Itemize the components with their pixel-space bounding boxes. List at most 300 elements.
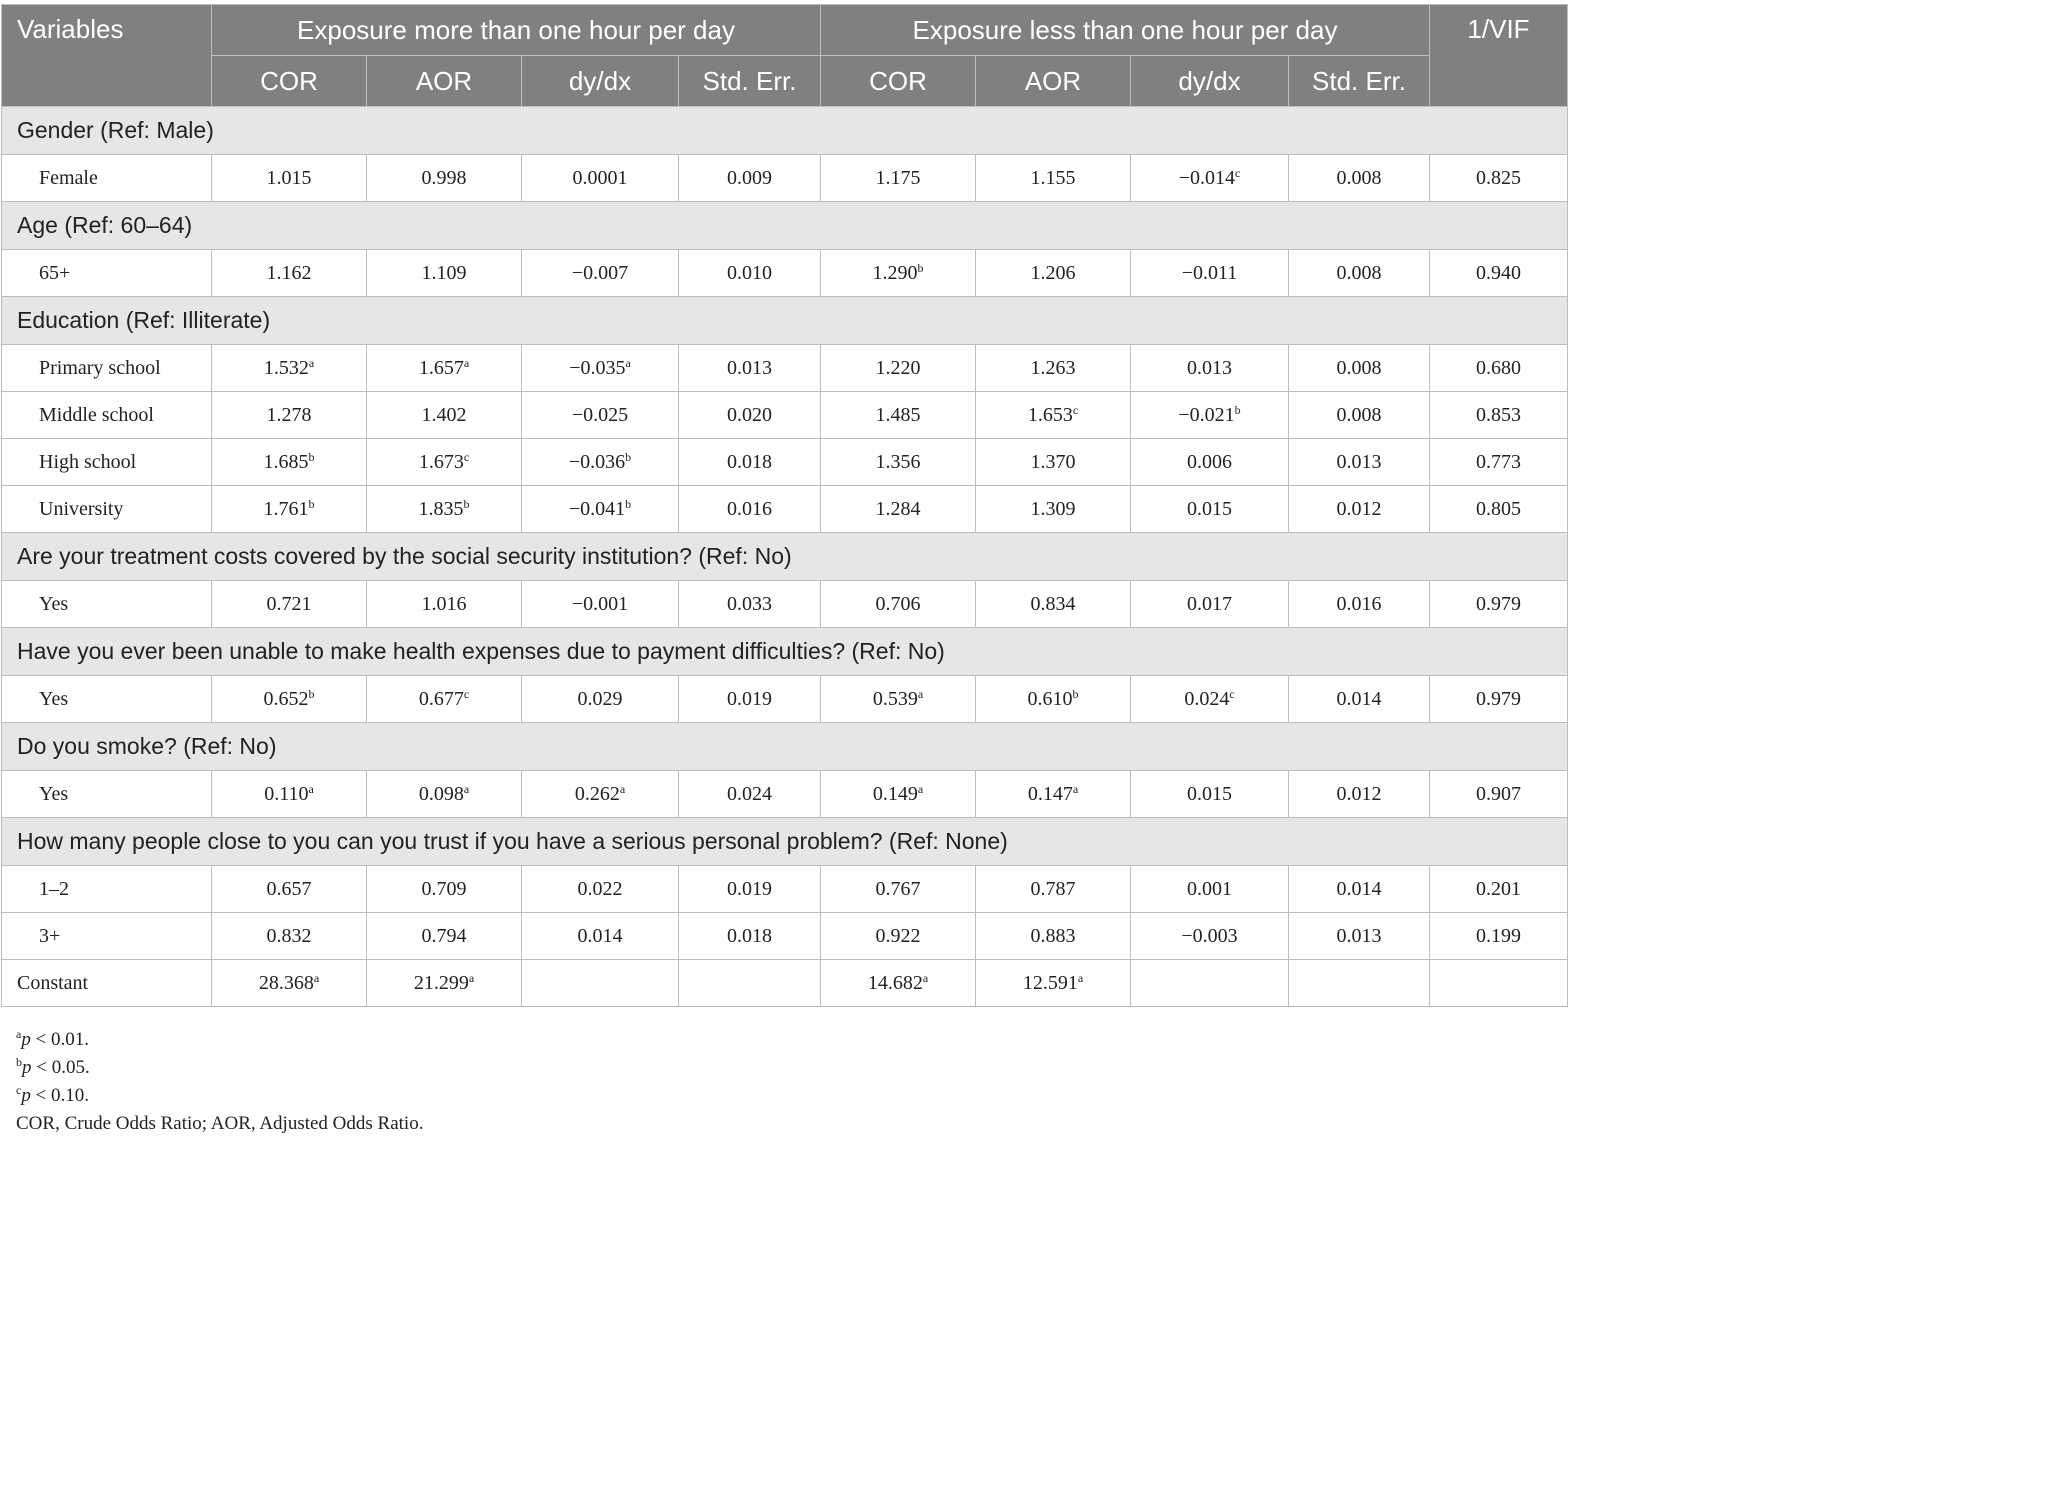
cell-value: 0.979 — [1476, 592, 1521, 615]
cell-value: 0.001 — [1187, 877, 1232, 900]
cell-value: 0.832 — [266, 924, 312, 947]
table-cell — [821, 771, 976, 818]
section-row — [2, 533, 1568, 581]
cell-value: 0.019 — [727, 687, 772, 710]
subheader-cell: dy/dx — [1131, 56, 1289, 107]
table-row — [2, 155, 1568, 202]
significance-marker: a — [463, 355, 470, 370]
footnote-text: < 0.05. — [31, 1057, 90, 1078]
significance-marker: a — [308, 781, 314, 796]
table-row — [2, 392, 1568, 439]
table-row — [2, 676, 1568, 723]
cell-value: 0.008 — [1336, 166, 1382, 189]
significance-marker: a — [1072, 781, 1079, 796]
cell-value: 0.677 — [418, 687, 464, 710]
footnote-symbol: p — [21, 1085, 31, 1106]
cell-value: 0.006 — [1187, 450, 1232, 473]
cell-value: 1.284 — [875, 497, 921, 520]
table-cell — [212, 913, 367, 960]
section-row — [2, 628, 1568, 676]
table-cell — [367, 866, 522, 913]
subheader-cell: COR — [821, 56, 976, 107]
cell-value: 0.024 — [727, 782, 772, 805]
table-row — [2, 486, 1568, 533]
table-cell — [679, 581, 821, 628]
table-cell — [976, 392, 1131, 439]
footnote-symbol: p — [22, 1057, 32, 1078]
table-cell — [821, 866, 976, 913]
table-cell — [1289, 913, 1430, 960]
cell-value: 0.940 — [1476, 261, 1521, 284]
table-cell — [1131, 250, 1289, 297]
table-cell — [212, 581, 367, 628]
section-title: How many people close to you can you trust if you have a serious personal problem? (Ref: None) — [2, 818, 1568, 866]
table-cell — [1430, 581, 1568, 628]
section-row — [2, 818, 1568, 866]
cell-value: 0.825 — [1476, 166, 1521, 189]
cell-value: 1.175 — [875, 166, 921, 189]
table-cell — [821, 581, 976, 628]
cell-value: −0.025 — [571, 403, 629, 426]
table-cell — [367, 913, 522, 960]
cell-value: 0.680 — [1476, 356, 1521, 379]
table-cell — [212, 486, 367, 533]
table-row — [2, 581, 1568, 628]
table-cell — [212, 250, 367, 297]
significance-marker: c — [1229, 686, 1235, 701]
section-row — [2, 723, 1568, 771]
cell-value: 0.201 — [1476, 877, 1521, 900]
table-cell — [367, 486, 522, 533]
cell-value: 0.012 — [1336, 782, 1382, 805]
cell-value: 0.262 — [574, 782, 620, 805]
significance-marker: b — [308, 449, 315, 464]
table-cell — [976, 439, 1131, 486]
cell-value: 0.009 — [727, 166, 772, 189]
table-cell — [679, 771, 821, 818]
table-cell — [821, 486, 976, 533]
footnote — [16, 1026, 423, 1054]
table-cell — [821, 250, 976, 297]
cell-value: 1.155 — [1030, 166, 1076, 189]
table-cell — [679, 155, 821, 202]
cell-value: 0.013 — [1187, 356, 1232, 379]
cell-value: 0.998 — [421, 166, 467, 189]
table-cell — [1131, 486, 1289, 533]
footnote — [16, 1082, 423, 1110]
footnote-text: COR, Crude Odds Ratio; AOR, Adjusted Odds Ratio. — [16, 1113, 424, 1134]
cell-value: 12.591 — [1022, 971, 1078, 994]
table-row — [2, 913, 1568, 960]
table-cell — [679, 676, 821, 723]
cell-value: 0.017 — [1187, 592, 1232, 615]
cell-value: 0.020 — [727, 403, 772, 426]
table-cell — [679, 250, 821, 297]
footnote-marker: c — [16, 1083, 22, 1097]
table-cell — [1430, 913, 1568, 960]
cell-value: 1.402 — [421, 403, 467, 426]
cell-value: −0.021 — [1178, 403, 1235, 426]
table-cell — [1131, 771, 1289, 818]
cell-value: 1.485 — [875, 403, 921, 426]
cell-value: 0.907 — [1476, 782, 1521, 805]
table-cell — [1430, 960, 1568, 1007]
table-cell — [976, 676, 1131, 723]
table-cell — [821, 439, 976, 486]
table-cell — [1289, 345, 1430, 392]
table-cell — [1289, 771, 1430, 818]
header-vif: 1/VIF — [1430, 5, 1568, 107]
cell-value: 0.539 — [872, 687, 918, 710]
table-cell — [1289, 392, 1430, 439]
table-cell — [1289, 486, 1430, 533]
row-label: Constant — [2, 960, 212, 1007]
cell-value: 1.015 — [266, 166, 312, 189]
table-cell — [367, 581, 522, 628]
table-cell — [1289, 439, 1430, 486]
cell-value: 0.0001 — [572, 166, 628, 189]
cell-value: 1.016 — [421, 592, 467, 615]
table-cell — [976, 771, 1131, 818]
table-cell — [367, 960, 522, 1007]
cell-value: 0.199 — [1476, 924, 1521, 947]
table-cell — [522, 913, 679, 960]
table-cell — [522, 439, 679, 486]
table-cell — [522, 771, 679, 818]
constant-row — [2, 960, 1568, 1007]
footnote-text: < 0.01. — [30, 1029, 90, 1050]
table-cell — [367, 250, 522, 297]
cell-value: 0.922 — [875, 924, 921, 947]
table-cell — [212, 771, 367, 818]
table-cell — [1430, 866, 1568, 913]
cell-value: 0.015 — [1187, 497, 1232, 520]
cell-value: 1.685 — [263, 450, 309, 473]
cell-value: 1.761 — [263, 497, 309, 520]
table-cell — [212, 960, 367, 1007]
table-cell — [679, 486, 821, 533]
table-cell — [679, 866, 821, 913]
table-cell — [212, 866, 367, 913]
significance-marker: b — [917, 260, 924, 275]
cell-value: 1.309 — [1030, 497, 1076, 520]
cell-value: 0.008 — [1336, 403, 1382, 426]
table-cell — [1289, 676, 1430, 723]
cell-value: 0.652 — [263, 687, 309, 710]
row-label: Female — [2, 155, 212, 202]
table-cell — [522, 676, 679, 723]
row-label: Middle school — [2, 392, 212, 439]
significance-marker: c — [1072, 402, 1079, 417]
cell-value: 0.657 — [266, 877, 312, 900]
table-cell — [1131, 676, 1289, 723]
footnote — [16, 1110, 423, 1138]
subheader-cell: AOR — [976, 56, 1131, 107]
table-cell — [1430, 155, 1568, 202]
significance-marker: a — [917, 781, 924, 796]
table-cell — [821, 155, 976, 202]
cell-value: −0.001 — [571, 592, 629, 615]
subheader-cell: AOR — [367, 56, 522, 107]
table-cell — [522, 250, 679, 297]
cell-value: 0.013 — [1336, 450, 1382, 473]
table-cell — [367, 439, 522, 486]
significance-marker: a — [463, 781, 470, 796]
row-label: Yes — [2, 676, 212, 723]
significance-marker: c — [1234, 165, 1241, 180]
cell-value: 1.657 — [418, 356, 464, 379]
cell-value: 0.883 — [1030, 924, 1076, 947]
table-row — [2, 250, 1568, 297]
table-cell — [679, 345, 821, 392]
cell-value: 1.162 — [266, 261, 312, 284]
cell-value: 1.532 — [263, 356, 309, 379]
table-footnotes — [16, 1026, 423, 1138]
significance-marker: a — [308, 355, 315, 370]
table-cell — [1430, 486, 1568, 533]
table-cell — [367, 771, 522, 818]
cell-value: 0.767 — [875, 877, 921, 900]
cell-value: 0.019 — [727, 877, 772, 900]
table-cell — [212, 439, 367, 486]
cell-value: 0.033 — [727, 592, 772, 615]
table-cell — [976, 345, 1131, 392]
table-cell — [679, 960, 821, 1007]
significance-marker: a — [468, 970, 475, 985]
cell-value: 1.835 — [418, 497, 464, 520]
table-cell — [976, 866, 1131, 913]
significance-marker: c — [463, 449, 470, 464]
table-cell — [821, 392, 976, 439]
row-label: Primary school — [2, 345, 212, 392]
table-cell — [522, 581, 679, 628]
cell-value: 0.014 — [577, 924, 623, 947]
cell-value: 1.206 — [1030, 261, 1076, 284]
cell-value: 0.024 — [1184, 687, 1230, 710]
table-body — [2, 107, 1568, 1007]
table-cell — [679, 913, 821, 960]
row-label: Yes — [2, 771, 212, 818]
table-cell — [367, 345, 522, 392]
table-cell — [1131, 392, 1289, 439]
cell-value: 0.018 — [727, 924, 772, 947]
subheader-cell: dy/dx — [522, 56, 679, 107]
section-title: Gender (Ref: Male) — [2, 107, 1568, 155]
table-row — [2, 771, 1568, 818]
cell-value: −0.036 — [568, 450, 626, 473]
section-title: Are your treatment costs covered by the social security institution? (Ref: No) — [2, 533, 1568, 581]
section-title: Have you ever been unable to make health expenses due to payment difficulties? (Ref: No) — [2, 628, 1568, 676]
table-cell — [1131, 439, 1289, 486]
row-label: 3+ — [2, 913, 212, 960]
cell-value: 0.110 — [264, 782, 309, 805]
table-cell — [976, 960, 1131, 1007]
significance-marker: b — [625, 496, 632, 511]
table-cell — [1430, 250, 1568, 297]
table-row — [2, 345, 1568, 392]
table-cell — [522, 960, 679, 1007]
table-cell — [522, 866, 679, 913]
footnote-marker: b — [16, 1055, 22, 1069]
cell-value: 0.014 — [1336, 687, 1382, 710]
significance-marker: a — [625, 355, 631, 370]
table-cell — [367, 392, 522, 439]
row-label: 1–2 — [2, 866, 212, 913]
table-cell — [1430, 771, 1568, 818]
significance-marker: b — [308, 686, 315, 701]
table-cell — [1430, 392, 1568, 439]
table-cell — [976, 913, 1131, 960]
table-cell — [1289, 581, 1430, 628]
significance-marker: b — [1234, 402, 1241, 417]
footnote-marker: a — [16, 1027, 22, 1041]
cell-value: 0.794 — [421, 924, 467, 947]
cell-value: 0.706 — [875, 592, 921, 615]
row-label: Yes — [2, 581, 212, 628]
table-cell — [1131, 581, 1289, 628]
cell-value: 1.370 — [1030, 450, 1076, 473]
table-cell — [522, 345, 679, 392]
cell-value: 0.008 — [1336, 356, 1382, 379]
subheader-cell: Std. Err. — [1289, 56, 1430, 107]
table-cell — [976, 155, 1131, 202]
cell-value: −0.041 — [568, 497, 626, 520]
cell-value: 0.014 — [1336, 877, 1382, 900]
section-title: Do you smoke? (Ref: No) — [2, 723, 1568, 771]
table-cell — [212, 155, 367, 202]
significance-marker: b — [625, 449, 632, 464]
table-cell — [522, 486, 679, 533]
significance-marker: b — [308, 496, 315, 511]
cell-value: 1.109 — [421, 261, 467, 284]
cell-value: 28.368 — [258, 971, 314, 994]
table-cell — [821, 345, 976, 392]
table-cell — [367, 676, 522, 723]
table-cell — [679, 439, 821, 486]
table-cell — [976, 581, 1131, 628]
table-cell — [1289, 866, 1430, 913]
table-cell — [212, 392, 367, 439]
table-cell — [1289, 155, 1430, 202]
table-cell — [821, 913, 976, 960]
header-variables: Variables — [2, 5, 212, 107]
table-cell — [1131, 960, 1289, 1007]
table-cell — [1430, 676, 1568, 723]
cell-value: 0.010 — [727, 261, 772, 284]
regression-table — [1, 4, 1568, 1007]
cell-value: −0.007 — [571, 261, 629, 284]
significance-marker: c — [463, 686, 470, 701]
significance-marker: b — [463, 496, 470, 511]
cell-value: 0.018 — [727, 450, 772, 473]
header-group-more: Exposure more than one hour per day — [212, 5, 821, 56]
section-title: Education (Ref: Illiterate) — [2, 297, 1568, 345]
table-cell — [1131, 345, 1289, 392]
table-cell — [1131, 155, 1289, 202]
cell-value: −0.014 — [1178, 166, 1235, 189]
table-cell — [367, 155, 522, 202]
row-label: High school — [2, 439, 212, 486]
table-cell — [976, 486, 1131, 533]
significance-marker: a — [619, 781, 626, 796]
cell-value: 0.015 — [1187, 782, 1232, 805]
significance-marker: b — [1072, 686, 1079, 701]
cell-value: −0.003 — [1181, 924, 1238, 947]
footnote-symbol: p — [21, 1029, 31, 1050]
table-cell — [679, 392, 821, 439]
section-row — [2, 202, 1568, 250]
cell-value: 1.356 — [875, 450, 921, 473]
cell-value: 0.013 — [727, 356, 772, 379]
cell-value: 0.012 — [1336, 497, 1382, 520]
table-cell — [821, 676, 976, 723]
cell-value: 1.263 — [1030, 356, 1076, 379]
table-row — [2, 439, 1568, 486]
cell-value: −0.011 — [1181, 261, 1238, 284]
cell-value: 14.682 — [867, 971, 923, 994]
cell-value: 1.278 — [266, 403, 312, 426]
table-cell — [212, 676, 367, 723]
footnote — [16, 1054, 423, 1082]
cell-value: 0.013 — [1336, 924, 1382, 947]
cell-value: 1.673 — [418, 450, 464, 473]
header-group-less: Exposure less than one hour per day — [821, 5, 1430, 56]
cell-value: 0.147 — [1027, 782, 1073, 805]
table-cell — [1131, 913, 1289, 960]
table-cell — [1289, 250, 1430, 297]
cell-value: 0.008 — [1336, 261, 1382, 284]
cell-value: 0.834 — [1030, 592, 1076, 615]
cell-value: −0.035 — [569, 356, 626, 379]
cell-value: 1.220 — [875, 356, 921, 379]
subheader-cell: Std. Err. — [679, 56, 821, 107]
table-cell — [821, 960, 976, 1007]
cell-value: 0.610 — [1027, 687, 1073, 710]
cell-value: 1.653 — [1027, 403, 1073, 426]
table-cell — [976, 250, 1131, 297]
cell-value: 0.853 — [1476, 403, 1521, 426]
table-cell — [1131, 866, 1289, 913]
cell-value: 0.016 — [1336, 592, 1382, 615]
table-cell — [1430, 439, 1568, 486]
section-title: Age (Ref: 60–64) — [2, 202, 1568, 250]
section-row — [2, 107, 1568, 155]
table-cell — [1289, 960, 1430, 1007]
cell-value: 0.029 — [577, 687, 623, 710]
cell-value: 0.016 — [727, 497, 772, 520]
significance-marker: a — [917, 686, 924, 701]
row-label: 65+ — [2, 250, 212, 297]
cell-value: 0.022 — [577, 877, 623, 900]
table-cell — [212, 345, 367, 392]
cell-value: 1.290 — [872, 261, 918, 284]
cell-value: 0.149 — [872, 782, 918, 805]
cell-value: 0.098 — [418, 782, 464, 805]
cell-value: 0.805 — [1476, 497, 1521, 520]
cell-value: 0.721 — [266, 592, 312, 615]
row-label: University — [2, 486, 212, 533]
significance-marker: a — [313, 970, 320, 985]
table-cell — [522, 392, 679, 439]
cell-value: 0.773 — [1476, 450, 1521, 473]
table-cell — [522, 155, 679, 202]
cell-value: 0.787 — [1030, 877, 1076, 900]
table-cell — [1430, 345, 1568, 392]
cell-value: 0.979 — [1476, 687, 1521, 710]
table-header — [2, 5, 1568, 107]
significance-marker: a — [922, 970, 929, 985]
cell-value: 21.299 — [413, 971, 469, 994]
